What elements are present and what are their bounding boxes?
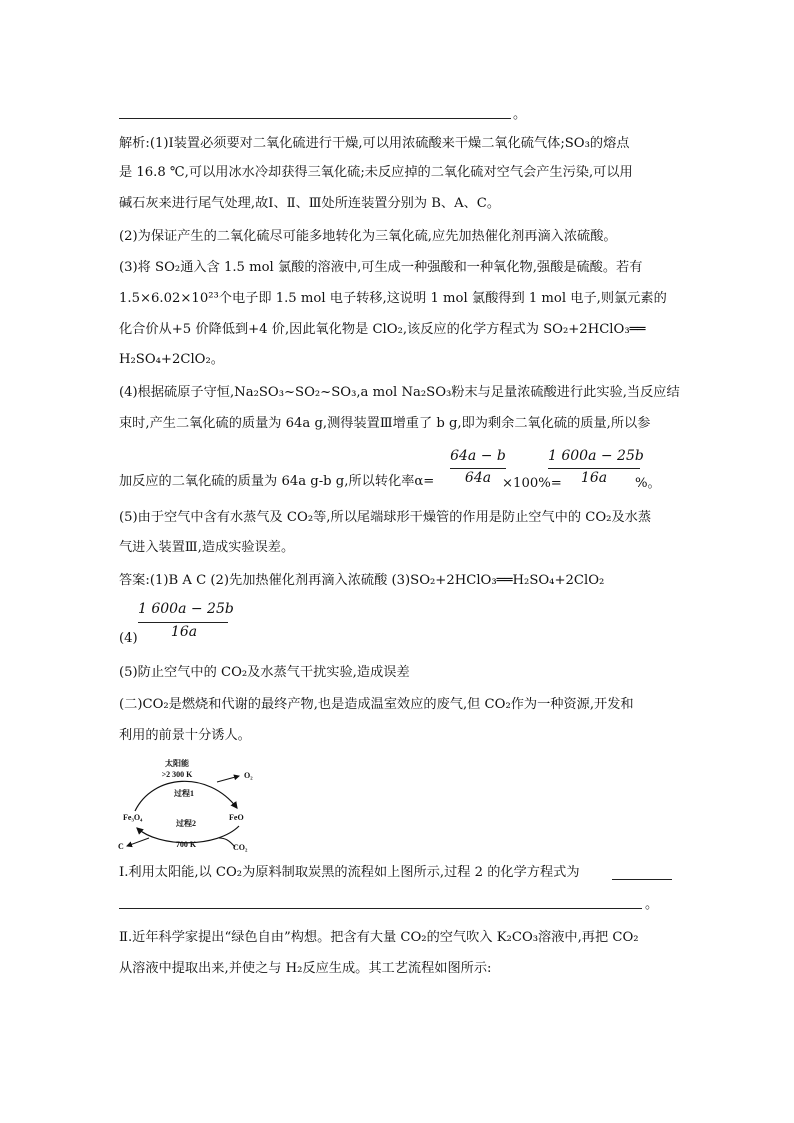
process2-label: 过程2	[176, 819, 196, 828]
percent-end: %。	[635, 476, 661, 491]
fraction-2-denominator: 16a	[580, 470, 608, 486]
solar-energy-label: 太阳能	[165, 759, 189, 768]
c-label: C	[118, 842, 124, 851]
high-temp-label: >2 300 K	[161, 770, 193, 779]
percent-equals: ×100%=	[502, 476, 562, 491]
question-2-line-2: 从溶液中提取出来,并使之与 H₂反应生成。其工艺流程如图所示:	[119, 961, 492, 976]
analysis-line-12: (5)由于空气中含有水蒸气及 CO₂等,所以尾端球形干燥管的作用是防止空气中的 CO₂及水蒸	[119, 510, 652, 525]
question-1-blank-1[interactable]	[612, 879, 672, 880]
answer-blank-line	[119, 118, 511, 119]
process1-label: 过程1	[174, 789, 194, 798]
fe3o4-label: Fe₃O₄	[123, 813, 143, 822]
fraction-1-bar	[450, 468, 506, 469]
co2-label: CO₂	[233, 843, 248, 852]
analysis-line-9: (4)根据硫原子守恒,Na₂SO₃~SO₂~SO₃,a mol Na₂SO₃粉末与足量浓硫酸进行此实验,当反应结	[119, 385, 680, 400]
part2-line-1: (二)CO₂是燃烧和代谢的最终产物,也是造成温室效应的废气,但 CO₂作为一种资源,开发和	[119, 697, 634, 712]
part2-line-2: 利用的前景十分诱人。	[119, 728, 251, 743]
analysis-line-3: 碱石灰来进行尾气处理,故Ⅰ、Ⅱ、Ⅲ处所连装置分别为 B、A、C。	[119, 196, 501, 211]
answer-line-3: (5)防止空气中的 CO₂及水蒸气干扰实验,造成误差	[119, 665, 410, 680]
answer-line-2-prefix: (4)	[119, 631, 138, 646]
answer-fraction-numerator: 1 600a − 25b	[138, 601, 234, 617]
answer-fraction-bar	[138, 622, 228, 623]
question-1-end-mark: 。	[645, 897, 659, 912]
line-end-mark: 。	[513, 107, 527, 122]
fe-oxide-cycle-diagram	[113, 756, 263, 854]
fraction-2-numerator: 1 600a − 25b	[548, 448, 644, 464]
o2-label: O₂	[244, 771, 253, 780]
o2-branch-arrow	[217, 776, 239, 782]
fraction-1-numerator: 64a − b	[450, 448, 506, 464]
analysis-line-10: 束时,产生二氧化硫的质量为 64a g,测得装置Ⅲ增重了 b g,即为剩余二氧化硫的质量,所以参	[119, 416, 651, 431]
answer-line-1: 答案:(1)B A C (2)先加热催化剂再滴入浓硫酸 (3)SO₂+2HClO₃══H₂SO₄+2ClO₂	[119, 573, 605, 588]
temp-700k-label: 700 K	[175, 840, 197, 849]
question-1-line-1: Ⅰ.利用太阳能,以 CO₂为原料制取炭黑的流程如上图所示,过程 2 的化学方程式为	[119, 865, 580, 880]
feo-label: FeO	[229, 813, 244, 822]
analysis-line-1: 解析:(1)Ⅰ装置必须要对二氧化硫进行干燥,可以用浓硫酸来干燥二氧化硫气体;SO₃的熔点	[119, 136, 630, 151]
analysis-line-2: 是 16.8 ℃,可以用冰水冷却获得三氧化硫;未反应掉的二氧化硫对空气会产生污染,可以用	[119, 165, 633, 180]
analysis-line-4: (2)为保证产生的二氧化硫尽可能多地转化为三氧化硫,应先加热催化剂再滴入浓硫酸。	[119, 229, 617, 244]
fraction-1-denominator: 64a	[464, 470, 492, 486]
c-branch-arrow	[127, 838, 149, 846]
analysis-line-13: 气进入装置Ⅲ,造成实验误差。	[119, 540, 295, 555]
question-1-blank-2[interactable]	[119, 908, 642, 909]
analysis-line-11: 加反应的二氧化硫的质量为 64a g-b g,所以转化率α=	[119, 474, 435, 489]
analysis-line-5: (3)将 SO₂通入含 1.5 mol 氯酸的溶液中,可生成一种强酸和一种氧化物,强酸是硫酸。若有	[119, 260, 643, 275]
analysis-line-8: H₂SO₄+2ClO₂。	[119, 352, 224, 367]
answer-fraction-denominator: 16a	[170, 624, 198, 640]
analysis-line-7: 化合价从+5 价降低到+4 价,因此氧化物是 ClO₂,该反应的化学方程式为 SO₂+2HClO₃══	[119, 322, 646, 337]
analysis-line-6: 1.5×6.02×10²³个电子即 1.5 mol 电子转移,这说明 1 mol 氯酸得到 1 mol 电子,则氯元素的	[119, 291, 667, 306]
fraction-2-bar	[548, 468, 640, 469]
question-2-line-1: Ⅱ.近年科学家提出“绿色自由”构想。把含有大量 CO₂的空气吹入 K₂CO₃溶液中,再把 CO₂	[119, 930, 639, 945]
